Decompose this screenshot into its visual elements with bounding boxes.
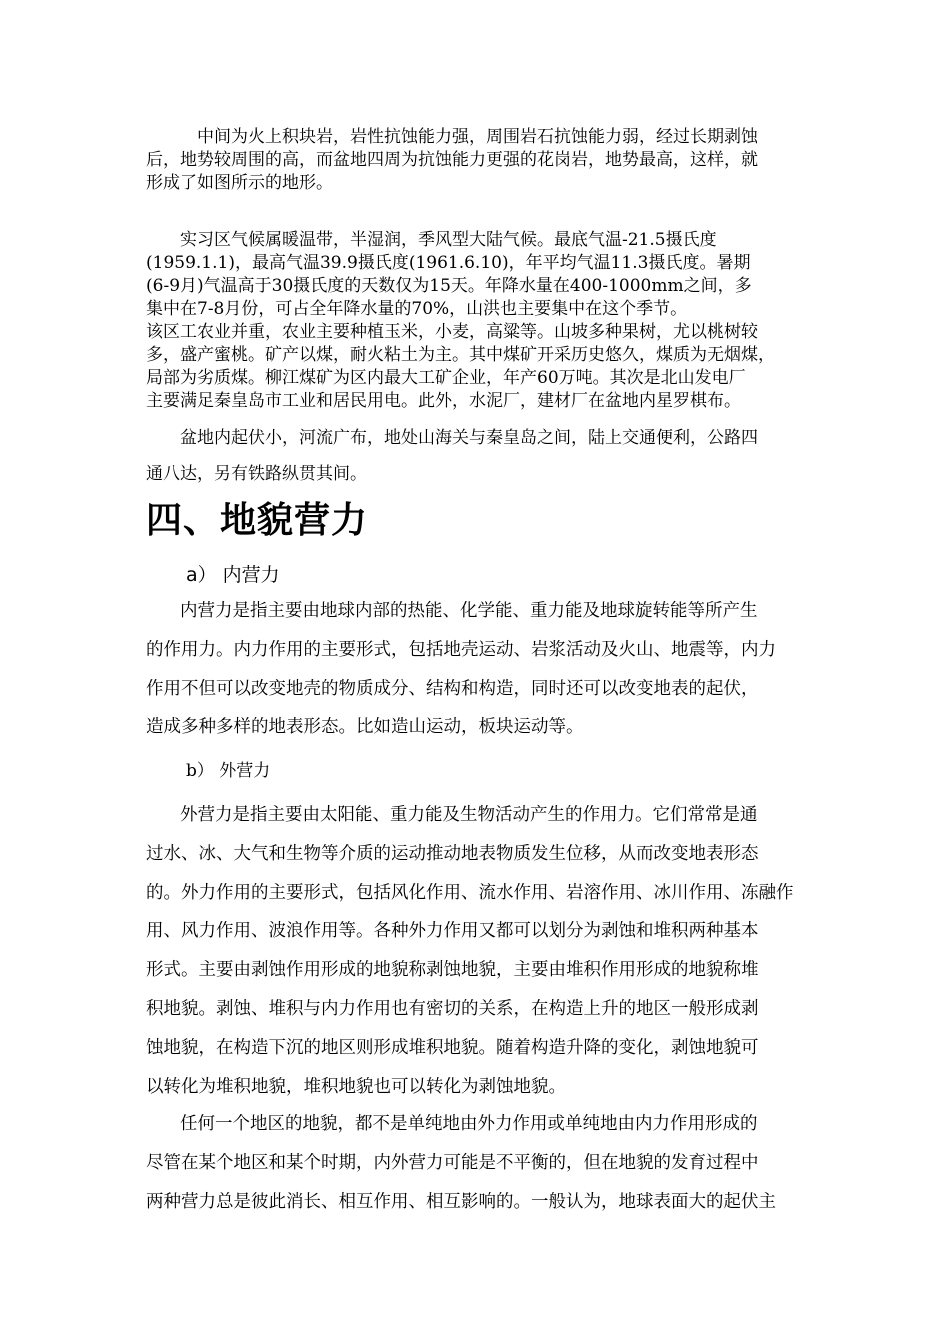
text-line: 用、风力作用、波浪作用等。各种外力作用又都可以划分为剥蚀和堆积两种基本	[146, 921, 759, 942]
text-line: 通八达，另有铁路纵贯其间。	[146, 464, 367, 484]
text-line: 的作用力。内力作用的主要形式，包括地壳运动、岩浆活动及火山、地震等，内力	[146, 639, 776, 660]
text-line: 蚀地貌，在构造下沉的地区则形成堆积地貌。随着构造升降的变化，剥蚀地貌可	[146, 1037, 759, 1058]
text-line: 该区工农业并重，农业主要种植玉米，小麦，高粱等。山坡多种果树，尤以桃树较	[146, 322, 758, 342]
text-line: (1959.1.1)，最高气温39.9摄氏度(1961.6.10)，年平均气温11.3摄氏度。暑期	[146, 253, 751, 273]
text-line: 积地貌。剥蚀、堆积与内力作用也有密切的关系，在构造上升的地区一般形成剥	[146, 998, 759, 1019]
text-line: 以转化为堆积地貌，堆积地貌也可以转化为剥蚀地貌。	[146, 1076, 566, 1097]
text-line: 内营力是指主要由地球内部的热能、化学能、重力能及地球旋转能等所产生	[180, 601, 758, 621]
climate-paragraph	[146, 229, 810, 413]
text-line: (6-9月)气温高于30摄氏度的天数仅为15天。年降水量在400-1000mm之间，多	[146, 276, 752, 296]
text-line: 局部为劣质煤。柳江煤矿为区内最大工矿企业，年产60万吨。其次是北山发电厂	[146, 368, 746, 388]
text-line: 盆地内起伏小，河流广布，地处山海关与秦皇岛之间，陆上交通便利，公路四	[180, 428, 758, 448]
text-line: 集中在7-8月份，可占全年降水量的70%，山洪也主要集中在这个季节。	[146, 299, 688, 319]
last-paragraph	[146, 1105, 810, 1221]
text-line: 外营力是指主要由太阳能、重力能及生物活动产生的作用力。它们常常是通	[180, 805, 758, 825]
text-line: 多，盛产蜜桃。矿产以煤，耐火粘土为主。其中煤矿开采历史悠久，煤质为无烟煤，	[146, 345, 775, 365]
inner-force-paragraph	[146, 592, 810, 747]
text-line: 造成多种多样的地表形态。比如造山运动，板块运动等。	[146, 717, 584, 738]
intro-paragraph	[146, 126, 810, 195]
outer-force-paragraph	[146, 796, 810, 1106]
text-line: 后，地势较周围的高，而盆地四周为抗蚀能力更强的花岗岩，地势最高，这样，就	[146, 150, 758, 170]
section-heading: 四、地貌营力	[146, 500, 369, 541]
text-line: 形成了如图所示的地形。	[146, 173, 333, 193]
text-line: 尽管在某个地区和某个时期，内外营力可能是不平衡的，但在地貌的发育过程中	[146, 1152, 759, 1173]
transport-paragraph	[146, 420, 810, 492]
text-line: 中间为火上积块岩，岩性抗蚀能力强，周围岩石抗蚀能力弱，经过长期剥蚀	[180, 127, 758, 147]
text-line: 作用不但可以改变地壳的物质成分、结构和构造，同时还可以改变地表的起伏，	[146, 678, 759, 699]
text-line: 两种营力总是彼此消长、相互作用、相互影响的。一般认为，地球表面大的起伏主	[146, 1191, 776, 1212]
text-line: 任何一个地区的地貌，都不是单纯地由外力作用或单纯地由内力作用形成的	[180, 1114, 758, 1134]
text-line: 的。外力作用的主要形式，包括风化作用、流水作用、岩溶作用、冰川作用、冻融作	[146, 882, 794, 903]
subsection-heading-a: a） 内营力	[186, 564, 280, 586]
text-line: 过水、冰、大气和生物等介质的运动推动地表物质发生位移，从而改变地表形态	[146, 843, 759, 864]
text-line: 主要满足秦皇岛市工业和居民用电。此外，水泥厂，建材厂在盆地内星罗棋布。	[146, 391, 741, 411]
text-line: 实习区气候属暖温带，半湿润，季风型大陆气候。最底气温-21.5摄氏度	[180, 230, 717, 250]
text-line: 形式。主要由剥蚀作用形成的地貌称剥蚀地貌，主要由堆积作用形成的地貌称堆	[146, 960, 759, 981]
subsection-heading-b: b） 外营力	[186, 761, 271, 781]
